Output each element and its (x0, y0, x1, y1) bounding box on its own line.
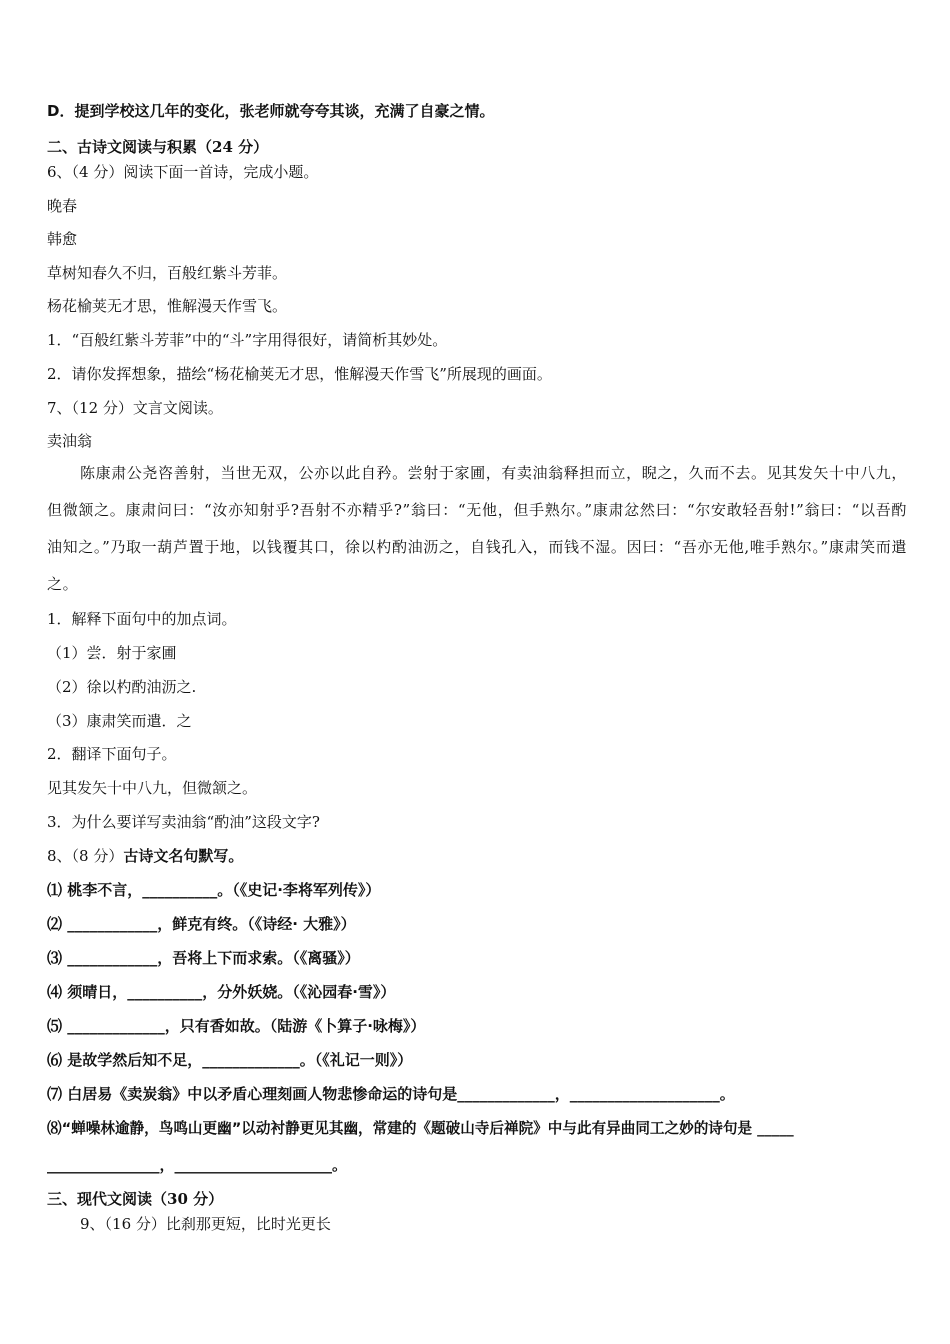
q7-stem: 7、（12 分）文言文阅读。 (47, 399, 223, 417)
q7-sub-1: 1．解释下面句中的加点词。 (47, 610, 237, 628)
section-2-title: 二、古诗文阅读与积累（24 分） (47, 138, 269, 156)
q8-item-1: ⑴ 桃李不言，__________。（《史记·李将军列传》） (47, 881, 381, 899)
q8-number: 8、（8 分） (47, 847, 124, 865)
q8-item-3: ⑶ ____________，吾将上下而求索。（《离骚》） (47, 949, 360, 967)
q7-title: 卖油翁 (47, 432, 93, 450)
q8-item-8-blanks: _______________，_____________________。 (47, 1156, 348, 1174)
q7-passage: 陈康肃公尧咨善射，当世无双，公亦以此自矜。尝射于家圃，有卖油翁释担而立，睨之，久而不去。见其发矢十中八九，但微颔之。康肃问曰：“汝亦知射乎?吾射不亦精乎?”翁曰：“无他，但手熟尔。”康肃忿然曰：“尔安敢轻吾射!”翁曰：“以吾酌油知之。”乃取一葫芦置于地，以钱覆其口，徐以杓酌油沥之，自钱孔入，而钱不湿。因曰：“吾亦无他,唯手熟尔。”康肃笑而遣之。 (47, 464, 907, 593)
section-3-title: 三、现代文阅读（30 分） (47, 1190, 224, 1208)
poem-line-1: 草树知春久不归，百般红紫斗芳菲。 (47, 264, 288, 282)
q7-sub-3: 3．为什么要详写卖油翁“酌油”这段文字? (47, 813, 320, 831)
q7-sub-2: 2．翻译下面句子。 (47, 745, 177, 763)
q8-item-4: ⑷ 须晴日，__________，分外妖娆。（《沁园春·雪》） (47, 983, 396, 1001)
q9-stem: 9、（16 分）比刹那更短，比时光更长 (80, 1215, 331, 1233)
q8-item-6: ⑹ 是故学然后知不足，_____________。（《礼记一则》） (47, 1051, 413, 1069)
poem-author: 韩愈 (47, 230, 78, 248)
q6-sub-1: 1．“百般红紫斗芳菲”中的“斗”字用得很好，请简析其妙处。 (47, 331, 448, 349)
q7-sub-2-sentence: 见其发矢十中八九，但微颔之。 (47, 779, 258, 797)
option-d: D．提到学校这几年的变化，张老师就夸夸其谈，充满了自豪之情。 (47, 102, 495, 120)
poem-line-2: 杨花榆荚无才思，惟解漫天作雪飞。 (47, 297, 288, 315)
q6-sub-2: 2．请你发挥想象，描绘“杨花榆荚无才思，惟解漫天作雪飞”所展现的画面。 (47, 365, 552, 383)
q8-stem (47, 846, 243, 866)
poem-title: 晚春 (47, 197, 78, 215)
q6-stem: 6、（4 分）阅读下面一首诗，完成小题。 (47, 163, 319, 181)
q8-item-8: ⑻“蝉噪林逾静，鸟鸣山更幽”以动衬静更见其幽，常建的《题破山寺后禅院》中与此有异曲同工之妙的诗句是 _____ (47, 1120, 794, 1137)
q7-sub-1-a: （1）尝．射于家圃 (47, 644, 177, 662)
q8-title: 古诗文名句默写。 (123, 847, 244, 865)
q7-sub-1-b: （2）徐以杓酌油沥之. (47, 678, 197, 696)
q8-item-2: ⑵ ____________，鲜克有终。（《诗经· 大雅》） (47, 915, 356, 933)
q7-sub-1-c: （3）康肃笑而遣．之 (47, 712, 192, 730)
q8-item-7: ⑺ 白居易《卖炭翁》中以矛盾心理刻画人物悲惨命运的诗句是_____________，____________________。 (47, 1085, 735, 1103)
q8-item-5: ⑸ _____________，只有香如故。（陆游《卜算子·咏梅》） (47, 1017, 426, 1035)
